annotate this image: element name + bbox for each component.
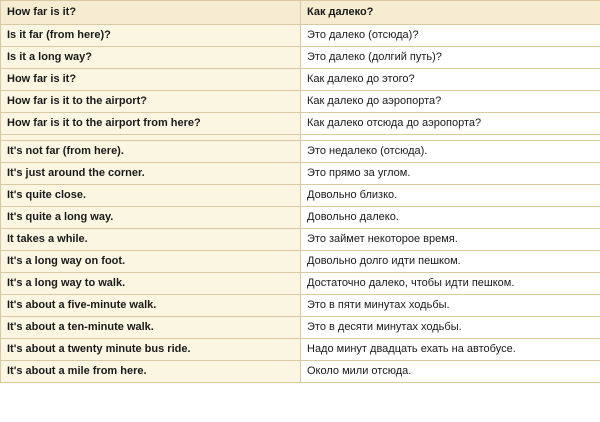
table-row xyxy=(1,185,600,207)
table-row xyxy=(1,229,600,251)
header-russian: Как далеко? xyxy=(301,1,600,25)
table-row xyxy=(1,207,600,229)
english-phrase: It's a long way to walk. xyxy=(1,273,301,295)
table-row xyxy=(1,339,600,361)
russian-translation: Довольно долго идти пешком. xyxy=(301,251,600,273)
table-header-row xyxy=(1,1,600,25)
table-row xyxy=(1,113,600,135)
russian-translation: Это в пяти минутах ходьбы. xyxy=(301,295,600,317)
table-row xyxy=(1,295,600,317)
english-phrase: It's just around the corner. xyxy=(1,163,301,185)
russian-translation: Довольно близко. xyxy=(301,185,600,207)
russian-translation: Надо минут двадцать ехать на автобусе. xyxy=(301,339,600,361)
russian-translation: Это далеко (отсюда)? xyxy=(301,25,600,47)
russian-translation: Это прямо за углом. xyxy=(301,163,600,185)
table-row xyxy=(1,69,600,91)
table-row xyxy=(1,361,600,383)
table-row xyxy=(1,273,600,295)
english-phrase: It's about a ten-minute walk. xyxy=(1,317,301,339)
table-row xyxy=(1,91,600,113)
russian-translation: Около мили отсюда. xyxy=(301,361,600,383)
russian-translation: Это далеко (долгий путь)? xyxy=(301,47,600,69)
english-phrase: How far is it to the airport? xyxy=(1,91,301,113)
english-phrase: How far is it? xyxy=(1,69,301,91)
table-row xyxy=(1,141,600,163)
english-phrase: It's about a twenty minute bus ride. xyxy=(1,339,301,361)
english-phrase: It's quite close. xyxy=(1,185,301,207)
english-phrase: It's quite a long way. xyxy=(1,207,301,229)
table-row xyxy=(1,163,600,185)
english-phrase: How far is it to the airport from here? xyxy=(1,113,301,135)
english-phrase: It's about a mile from here. xyxy=(1,361,301,383)
table-row xyxy=(1,25,600,47)
table-row xyxy=(1,317,600,339)
russian-translation: Довольно далеко. xyxy=(301,207,600,229)
header-english: How far is it? xyxy=(1,1,301,25)
russian-translation: Как далеко до этого? xyxy=(301,69,600,91)
table-row xyxy=(1,47,600,69)
table-row xyxy=(1,251,600,273)
russian-translation: Как далеко до аэропорта? xyxy=(301,91,600,113)
english-phrase: It takes a while. xyxy=(1,229,301,251)
english-phrase: Is it far (from here)? xyxy=(1,25,301,47)
english-phrase: It's about a five-minute walk. xyxy=(1,295,301,317)
english-phrase: It's not far (from here). xyxy=(1,141,301,163)
russian-translation: Это займет некоторое время. xyxy=(301,229,600,251)
russian-translation: Это в десяти минутах ходьбы. xyxy=(301,317,600,339)
english-phrase: Is it a long way? xyxy=(1,47,301,69)
russian-translation: Достаточно далеко, чтобы идти пешком. xyxy=(301,273,600,295)
english-phrase: It's a long way on foot. xyxy=(1,251,301,273)
russian-translation: Как далеко отсюда до аэропорта? xyxy=(301,113,600,135)
russian-translation: Это недалеко (отсюда). xyxy=(301,141,600,163)
